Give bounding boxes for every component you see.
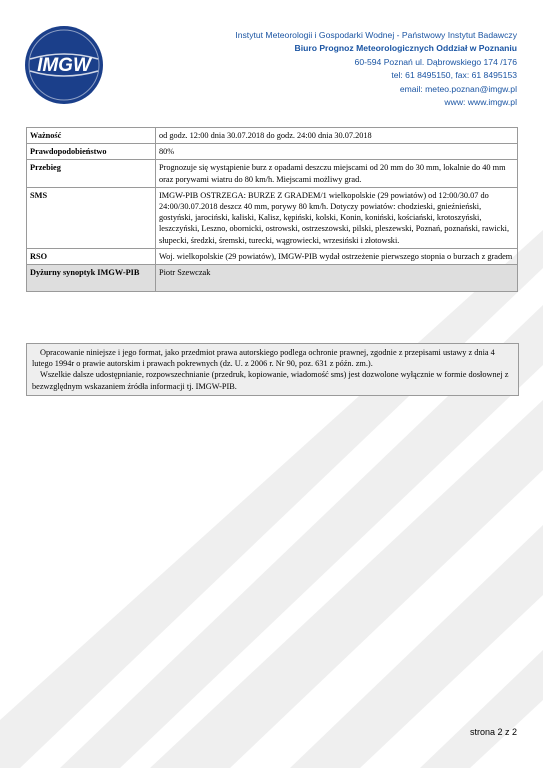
row-label-przebieg: Przebieg <box>27 160 156 187</box>
phone: tel: 61 8495150, fax: 61 8495153 <box>391 70 517 81</box>
table-row <box>27 187 518 248</box>
warning-table <box>26 127 518 292</box>
imgw-logo <box>24 25 104 105</box>
row-label-waznosc: Ważność <box>27 128 156 144</box>
logo-text: IMGW <box>37 55 91 76</box>
email-link[interactable]: email: meteo.poznan@imgw.pl <box>399 83 517 94</box>
table-row-synoptyk <box>27 265 518 292</box>
institution-header <box>235 29 517 109</box>
table-row <box>27 248 518 264</box>
copyright-paragraph-2: Wszelkie dalsze udostępnianie, rozpowszechnianie (przedruk, kopiowanie, wiadomość sms) jest dozwolone wyłącznie w formie dosłownej z bezwzględnym wskazaniem źródła informacji tj. IMGW-PIB. <box>32 370 509 391</box>
row-label-sms: SMS <box>27 187 156 248</box>
row-value-przebieg: Prognozuje się wystąpienie burz z opadami deszczu miejscami od 20 mm do 30 mm, lokalnie do 40 mm oraz porywami wiatru do 80 km/h. Miejscami możliwy grad. <box>156 160 518 187</box>
copyright-paragraph-1: Opracowanie niniejsze i jego format, jako przedmiot prawa autorskiego podlega ochronie prawnej, zgodnie z przepisami ustawy z dnia 4 lutego 1994r o prawie autorskim i prawach pokrewnych (dz. U. z 2006 r. Nr 90, poz. 631 z późn. zm.). <box>32 348 495 369</box>
www-link[interactable]: www: www.imgw.pl <box>444 97 517 108</box>
table-row <box>27 128 518 144</box>
copyright-notice <box>26 343 519 396</box>
address: 60-594 Poznań ul. Dąbrowskiego 174 /176 <box>354 56 517 67</box>
row-value-sms: IMGW-PIB OSTRZEGA: BURZE Z GRADEM/1 wielkopolskie (29 powiatów) od 12:00/30.07 do 24:00/30.07.2018 deszcz 40 mm, porywy 80 km/h. Dotyczy powiatów: chodzieski, gnieźnieński, gostyński, jarociński, kaliski, Kalisz, kępiński, kolski, Konin, koniński, kościański, krotoszyński, leszczyński, Leszno, obornicki, ostrowski, ostrzeszowski, pilski, pleszewski, Poznań, poznański, rawicki, słupecki, średzki, śremski, turecki, wągrowiecki, wrzesiński i złotowski. <box>156 187 518 248</box>
row-value-prawdopodobienstwo: 80% <box>156 144 518 160</box>
row-label-rso: RSO <box>27 248 156 264</box>
table-row <box>27 160 518 187</box>
synoptyk-label: Dyżurny synoptyk IMGW-PIB <box>27 265 156 292</box>
row-value-rso: Woj. wielkopolskie (29 powiatów), IMGW-PIB wydał ostrzeżenie pierwszego stopnia o burzach z gradem <box>156 248 518 264</box>
department-name: Biuro Prognoz Meteorologicznych Oddział w Poznaniu <box>294 43 517 54</box>
row-label-prawdopodobienstwo: Prawdopodobieństwo <box>27 144 156 160</box>
institute-name: Instytut Meteorologii i Gospodarki Wodnej - Państwowy Instytut Badawczy <box>235 30 517 40</box>
page-number: strona 2 z 2 <box>469 727 517 737</box>
synoptyk-value: Piotr Szewczak <box>156 265 518 292</box>
row-value-waznosc: od godz. 12:00 dnia 30.07.2018 do godz. 24:00 dnia 30.07.2018 <box>156 128 518 144</box>
table-row <box>27 144 518 160</box>
